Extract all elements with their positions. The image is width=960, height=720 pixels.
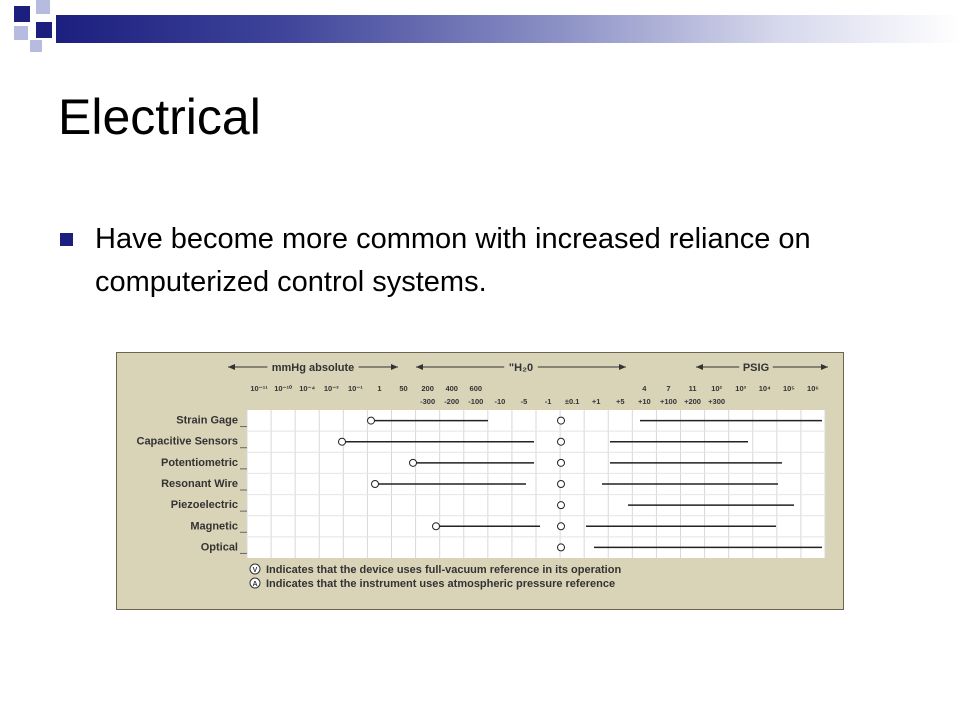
sensor-label: Piezoelectric [170, 499, 238, 512]
legend-symbol-letter: A [252, 581, 258, 588]
scale-tick-label: 10⁻¹¹ [250, 384, 268, 393]
range-header-label: mmHg absolute [271, 362, 355, 374]
scale-tick-label: 600 [469, 384, 483, 393]
scale-tick-label: ±0.1 [564, 397, 580, 406]
vacuum-ref-marker [433, 523, 440, 530]
scale-tick-label: 10³ [735, 384, 747, 393]
atm-ref-marker [558, 523, 565, 530]
sensor-label: Potentiometric [160, 456, 238, 469]
sensor-label: Optical [200, 541, 238, 554]
scale-tick-label: 10⁴ [758, 384, 771, 393]
scale-tick-label: 10⁵ [782, 384, 795, 393]
scale-tick-label: +200 [684, 397, 701, 406]
scale-tick-label: 4 [642, 384, 647, 393]
sensor-label: Magnetic [190, 520, 238, 533]
scale-tick-label: 1 [377, 384, 382, 393]
scale-tick-label: -5 [520, 397, 528, 406]
scale-tick-label: -300 [420, 397, 436, 406]
bullet-text: Have become more common with increased reliance on computerized control systems. [95, 223, 811, 298]
legend-symbol-letter: V [252, 567, 258, 574]
atm-ref-marker [558, 417, 565, 424]
legend-text: Indicates that the instrument uses atmospheric pressure reference [266, 578, 616, 590]
scale-tick-label: +5 [616, 397, 625, 406]
scale-tick-label: -100 [468, 397, 484, 406]
title-bar-gradient [56, 15, 960, 43]
decor-square-3 [14, 26, 28, 40]
sensor-label: Resonant Wire [161, 478, 238, 490]
scale-tick-label: 200 [421, 384, 434, 393]
scale-tick-label: 400 [445, 384, 458, 393]
scale-tick-label: +1 [591, 397, 601, 406]
scale-tick-label: -200 [444, 397, 460, 406]
scale-tick-label: 10⁻¹⁰ [274, 384, 293, 393]
slide-title: Electrical [58, 89, 261, 145]
bullet-marker [60, 233, 73, 246]
scale-tick-label: 50 [399, 384, 408, 393]
range-header-label: "H₂0 [508, 362, 534, 374]
scale-tick-label: -1 [544, 397, 552, 406]
scale-tick-label: +10 [638, 397, 651, 406]
atm-ref-marker [558, 459, 565, 466]
decor-square-5 [30, 40, 42, 52]
scale-tick-label: +300 [708, 397, 726, 406]
scale-tick-label: 10⁻⁴ [299, 384, 316, 393]
scale-tick-label: 10⁶ [807, 384, 819, 393]
atm-ref-marker [558, 502, 565, 509]
scale-tick-label: 7 [666, 384, 671, 393]
vacuum-ref-marker [372, 481, 379, 488]
atm-ref-marker [558, 544, 565, 551]
scale-tick-label: 10⁻³ [323, 384, 339, 393]
decor-square-1 [14, 6, 30, 22]
legend-text: Indicates that the device uses full-vacuum reference in its operation [266, 564, 622, 576]
vacuum-ref-marker [368, 417, 375, 424]
sensor-label: Capacitive Sensors [136, 435, 238, 448]
scale-tick-label: 11 [688, 384, 697, 393]
atm-ref-marker [558, 438, 565, 445]
scale-tick-label: 10² [711, 384, 723, 393]
decor-square-2 [36, 0, 50, 14]
pressure-range-figure [116, 352, 844, 610]
vacuum-ref-marker [410, 459, 417, 466]
range-header-label: PSIG [742, 362, 770, 374]
sensor-label: Strain Gage [176, 414, 238, 427]
decor-square-4 [36, 22, 52, 38]
scale-tick-label: +100 [660, 397, 677, 406]
scale-tick-label: 10⁻¹ [347, 384, 363, 393]
atm-ref-marker [558, 481, 565, 488]
scale-tick-label: -10 [494, 397, 506, 406]
vacuum-ref-marker [339, 438, 346, 445]
